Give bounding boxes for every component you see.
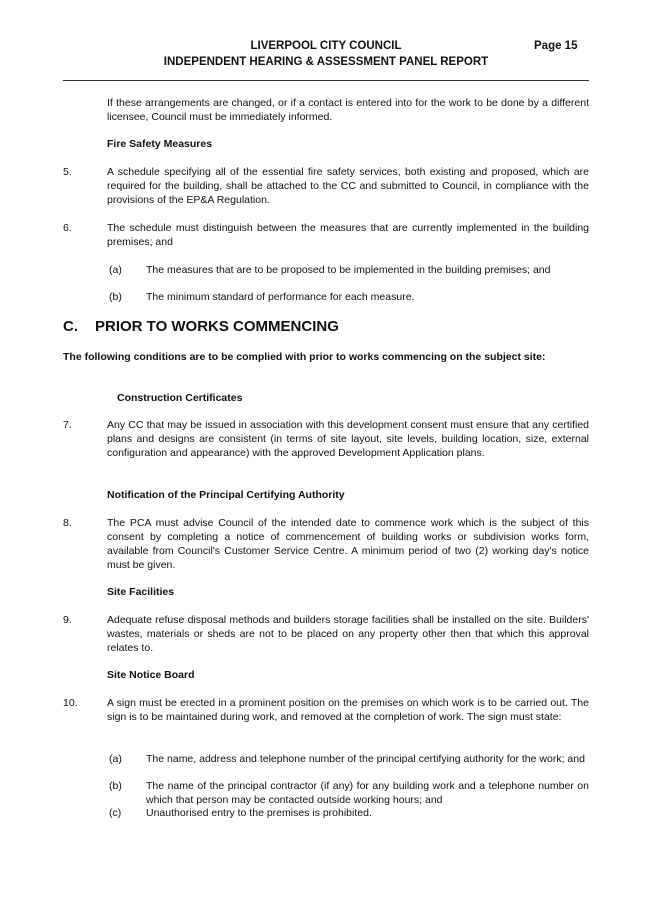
site-notice-board-heading: Site Notice Board [107,669,195,681]
item-10a-text: The name, address and telephone number of the principal certifying authority for the work; and [146,753,585,765]
section-title: PRIOR TO WORKS COMMENCING [95,318,339,335]
item-6a-label: (a) [109,264,122,276]
intro-paragraph: If these arrangements are changed, or if a contact is entered into for the work to be done by a different licensee, Council must be immediately informed. [107,97,589,123]
item-6a-text: The measures that are to be proposed to be implemented in the building premises; and [146,264,551,276]
item-8-text: The PCA must advise Council of the intended date to commence work which is the subject of this consent by completing a notice of commencement of building works or subdivision works form, available from Council's Customer Service Centre. A minimum period of two (2) working day's notice must be given. [107,517,589,571]
item-10b-label: (b) [109,780,122,792]
council-title: LIVERPOOL CITY COUNCIL [250,40,402,52]
header-divider [63,80,589,81]
item-10c-label: (c) [109,807,122,819]
fire-safety-heading: Fire Safety Measures [107,138,213,150]
item-6-number: 6. [63,222,72,234]
pca-heading: Notification of the Principal Certifying Authority [107,489,345,501]
item-9-number: 9. [63,614,72,626]
item-10a-label: (a) [109,753,122,765]
report-title: INDEPENDENT HEARING & ASSESSMENT PANEL REPORT [163,56,489,68]
page-number: Page 15 [534,40,578,52]
item-9-text: Adequate refuse disposal methods and builders storage facilities shall be installed on the site. Builders' wastes, materials or sheds are not to be placed on any property other then that which this approval relates to. [107,614,589,654]
section-letter: C. [63,318,78,335]
item-10c-text: Unauthorised entry to the premises is prohibited. [146,807,372,819]
item-7-text: Any CC that may be issued in association with this development consent must ensure that any certified plans and designs are consistent (in terms of site layout, site levels, building location, size, external configuration and appearance) with the approved Development Application plans. [107,419,589,459]
construction-certificates-heading: Construction Certificates [117,392,243,404]
item-5-number: 5. [63,166,72,178]
item-6b-text: The minimum standard of performance for each measure. [146,291,415,303]
item-10-number: 10. [63,697,78,709]
item-5-text: A schedule specifying all of the essential fire safety services, both existing and proposed, which are required for the building, shall be attached to the CC and submitted to Council, in compliance with the provisions of the EP&A Regulation. [107,166,589,206]
item-8-number: 8. [63,517,72,529]
site-facilities-heading: Site Facilities [107,586,175,598]
section-intro: The following conditions are to be complied with prior to works commencing on the subject site: [63,351,546,363]
item-10b-text: The name of the principal contractor (if any) for any building work and a telephone number on which that person may be contacted outside working hours; and [146,780,589,806]
section-c-heading [63,318,339,335]
item-10-text: A sign must be erected in a prominent position on the premises on which work is to be carried out. The sign is to be maintained during work, and removed at the completion of work. The sign must state: [107,697,589,723]
item-6b-label: (b) [109,291,122,303]
item-6-text: The schedule must distinguish between the measures that are currently implemented in the building premises; and [107,222,589,248]
item-7-number: 7. [63,419,72,431]
